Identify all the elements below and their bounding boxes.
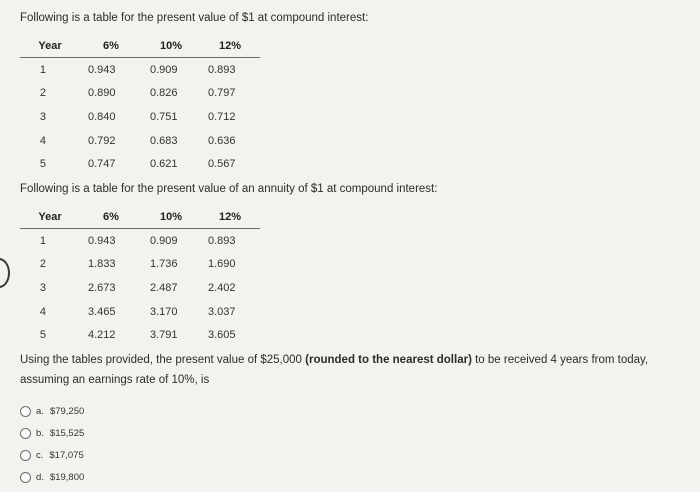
cell-value: 0.567 <box>208 158 236 171</box>
cell-value: 0.909 <box>150 234 178 247</box>
question-text <box>20 350 680 390</box>
option-letter: b. <box>36 427 44 439</box>
cell-year: 5 <box>39 329 46 342</box>
table-row <box>20 276 260 300</box>
option-text: $79,250 <box>49 405 85 417</box>
cell-value: 0.621 <box>150 158 178 171</box>
side-arc-decoration <box>0 258 10 288</box>
option-text: $19,800 <box>49 471 85 483</box>
table-row <box>20 300 260 324</box>
option-letter: c. <box>36 449 44 461</box>
col-header-year: Year <box>20 206 80 229</box>
col-header-12pct: 12% <box>200 206 260 229</box>
col-header-10pct: 10% <box>142 35 200 58</box>
table-header-row <box>20 35 260 58</box>
table-header-row <box>20 206 260 229</box>
option-text: $17,075 <box>49 449 84 461</box>
cell-value: 0.943 <box>88 234 116 247</box>
cell-value: 0.683 <box>150 134 178 147</box>
question-suffix: to be received 4 years from today, assuming an earnings rate of 10%, is <box>20 354 649 386</box>
cell-value: 0.893 <box>208 234 236 247</box>
option-d[interactable] <box>20 466 84 488</box>
cell-value: 0.747 <box>88 158 116 171</box>
cell-year: 5 <box>39 158 46 171</box>
radio-button[interactable] <box>20 428 31 439</box>
col-header-6pct: 6% <box>80 35 142 58</box>
cell-value: 3.465 <box>88 305 116 318</box>
cell-year: 1 <box>39 234 46 247</box>
table2-heading: Following is a table for the present value of an annuity of $1 at compound interest: <box>20 183 438 195</box>
present-value-table <box>20 35 260 176</box>
cell-value: 0.636 <box>208 134 236 147</box>
table-row <box>20 229 260 253</box>
table-row <box>20 323 260 347</box>
question-emphasis: (rounded to the nearest dollar) <box>305 354 472 366</box>
option-letter: d. <box>36 471 44 483</box>
question-prefix: Using the tables provided, the present value of $25,000 <box>20 354 306 366</box>
radio-button[interactable] <box>20 472 31 483</box>
option-a[interactable] <box>20 400 84 422</box>
cell-value: 0.943 <box>88 63 116 76</box>
cell-value: 2.487 <box>150 281 178 294</box>
cell-year: 3 <box>39 110 46 123</box>
table-row <box>20 58 260 82</box>
cell-value: 2.402 <box>208 281 236 294</box>
cell-value: 0.712 <box>208 110 236 123</box>
cell-value: 1.736 <box>150 258 178 271</box>
cell-year: 3 <box>39 281 46 294</box>
table-row <box>20 105 260 129</box>
cell-year: 4 <box>39 134 46 147</box>
cell-value: 4.212 <box>88 329 116 342</box>
cell-value: 3.170 <box>150 305 178 318</box>
table-row <box>20 129 260 153</box>
cell-value: 0.909 <box>150 63 178 76</box>
col-header-10pct: 10% <box>142 206 200 229</box>
table-row <box>20 82 260 106</box>
radio-button[interactable] <box>20 406 31 417</box>
cell-year: 2 <box>39 258 46 271</box>
option-letter: a. <box>36 405 44 417</box>
col-header-6pct: 6% <box>80 206 142 229</box>
cell-year: 4 <box>39 305 46 318</box>
col-header-12pct: 12% <box>200 35 260 58</box>
option-c[interactable] <box>20 444 84 466</box>
cell-value: 0.890 <box>88 87 116 100</box>
cell-value: 1.690 <box>208 258 236 271</box>
answer-options <box>20 400 84 488</box>
cell-value: 0.893 <box>208 63 236 76</box>
cell-value: 3.791 <box>150 329 178 342</box>
radio-button[interactable] <box>20 450 31 461</box>
cell-year: 2 <box>39 87 46 100</box>
table1-heading: Following is a table for the present value of $1 at compound interest: <box>20 12 369 24</box>
table-row <box>20 253 260 277</box>
cell-value: 0.840 <box>88 110 116 123</box>
option-text: $15,525 <box>49 427 85 439</box>
cell-value: 2.673 <box>88 281 116 294</box>
table-row <box>20 152 260 176</box>
cell-value: 0.826 <box>150 87 178 100</box>
option-b[interactable] <box>20 422 84 444</box>
cell-value: 3.037 <box>208 305 236 318</box>
cell-value: 3.605 <box>208 329 236 342</box>
annuity-table <box>20 206 260 347</box>
cell-value: 0.797 <box>208 87 236 100</box>
cell-value: 1.833 <box>88 258 116 271</box>
cell-value: 0.751 <box>150 110 178 123</box>
cell-year: 1 <box>39 63 46 76</box>
col-header-year: Year <box>20 35 80 58</box>
cell-value: 0.792 <box>88 134 116 147</box>
